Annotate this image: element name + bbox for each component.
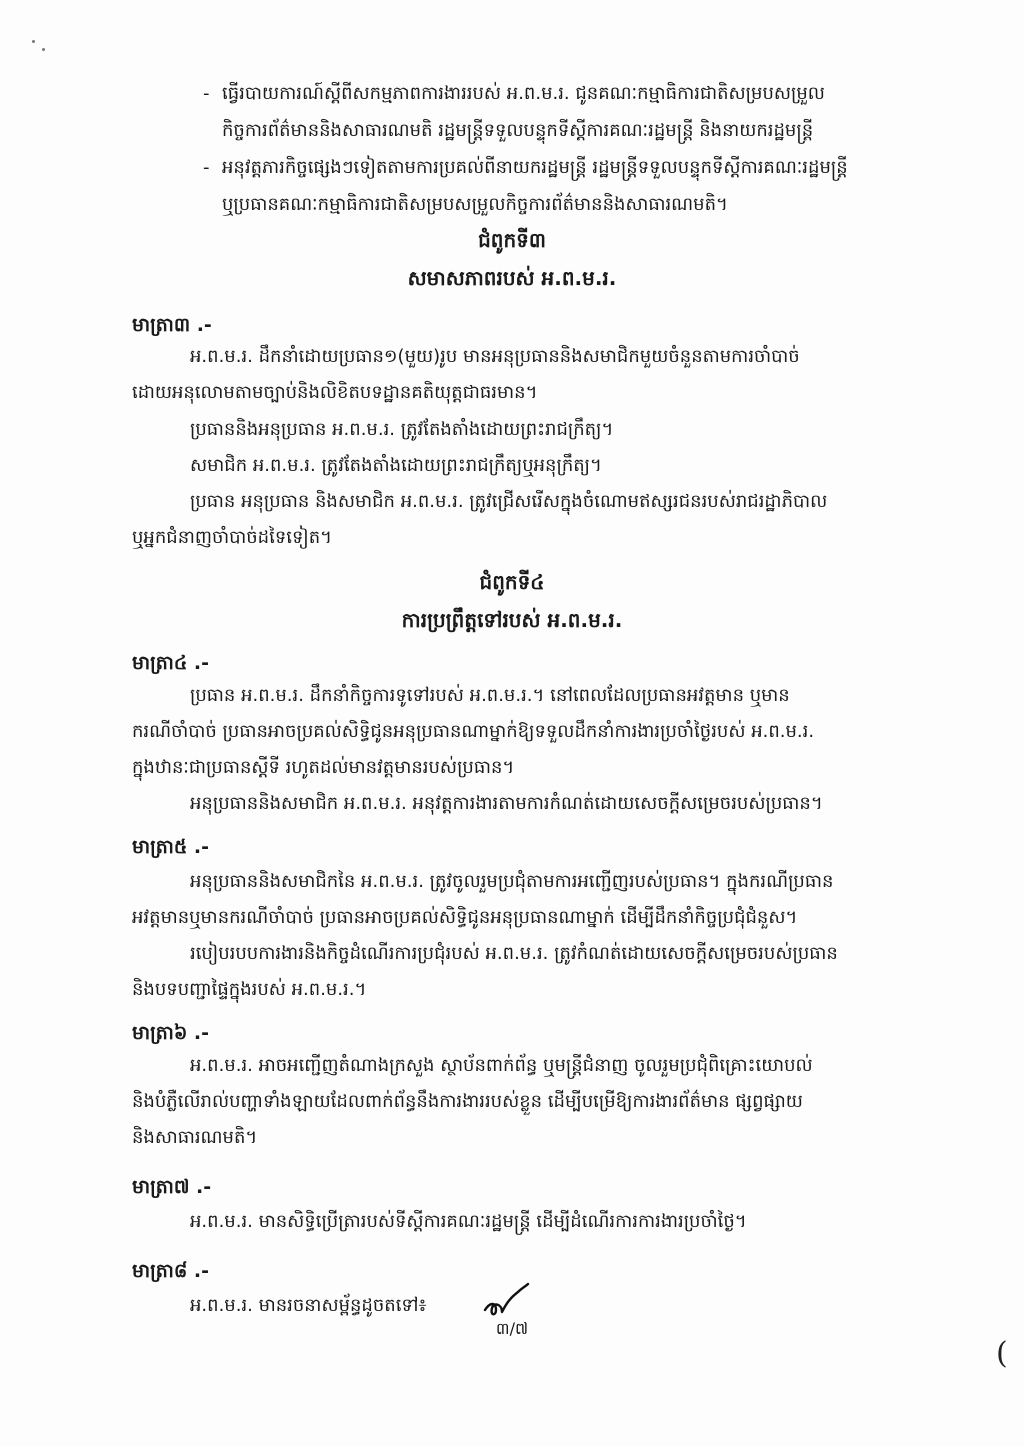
- bullet-marker: -: [203, 83, 210, 104]
- article-8-label: មាត្រា៨ .-: [132, 1260, 210, 1282]
- article-4-paragraph-1-line-1: ប្រធាន អ.ព.ម.រ. ដឹកនាំកិច្ចការទូទៅរបស់ អ.ព.ម.រ.។ នៅពេលដែលប្រធានអវត្តមាន ឬមាន: [190, 685, 790, 706]
- article-3-paragraph-1-line-1: អ.ព.ម.រ. ដឹកនាំដោយប្រធាន១(មួយ)រូប មានអនុប្រធាននិងសមាជិកមួយចំនួនតាមការចាំបាច់: [190, 346, 800, 367]
- article-6-label: មាត្រា៦ .-: [132, 1022, 210, 1044]
- scan-specks: [30, 36, 50, 56]
- scan-speck: [32, 40, 35, 43]
- article-3-paragraph-4-line-1: ប្រធាន អនុប្រធាន និងសមាជិក អ.ព.ម.រ. ត្រូវជ្រើសរើសក្នុងចំណោមឥស្សរជនរបស់រាជរដ្ឋាភិបាល: [190, 491, 828, 512]
- article-5-paragraph-1-line-1: អនុប្រធាននិងសមាជិកនៃ អ.ព.ម.រ. ត្រូវចូលរួមប្រជុំតាមការអញ្ជើញរបស់ប្រធាន។ ក្នុងករណីប្រធាន: [190, 871, 834, 892]
- bullet-marker: -: [203, 157, 210, 178]
- article-7-label: មាត្រា៧ .-: [132, 1176, 212, 1198]
- article-6-paragraph-1-line-3: និងសាធារណមតិ។: [132, 1127, 258, 1148]
- article-3-paragraph-2: ប្រធាននិងអនុប្រធាន អ.ព.ម.រ. ត្រូវតែងតាំងដោយព្រះរាជក្រឹត្យ។: [190, 419, 614, 440]
- edge-mark: (: [996, 1336, 1008, 1371]
- scan-speck: [42, 48, 45, 51]
- article-5-paragraph-2-line-1: របៀបរបបការងារនិងកិច្ចដំណើរការប្រជុំរបស់ អ.ព.ម.រ. ត្រូវកំណត់ដោយសេចក្តីសម្រេចរបស់ប្រធាន: [190, 943, 838, 964]
- bullet-2-line-2: ឬប្រធានគណៈកម្មាធិការជាតិសម្របសម្រួលកិច្ចការព័ត៌មាននិងសាធារណមតិ។: [222, 194, 728, 215]
- article-4-paragraph-1-line-2: ករណីចាំបាច់ ប្រធានអាចប្រគល់សិទ្ធិជូនអនុប្រធានណាម្នាក់ឱ្យទទួលដឹកនាំការងារប្រចាំថ្ងៃរបស់ អ.ព.ម.រ.: [132, 721, 815, 742]
- article-5-label: មាត្រា៥ .-: [132, 836, 210, 858]
- article-3-paragraph-4-line-2: ឬអ្នកជំនាញចាំបាច់ដទៃទៀត។: [132, 527, 333, 548]
- article-6-paragraph-1-line-2: និងបំភ្លឺលើរាល់បញ្ហាទាំងឡាយដែលពាក់ព័ន្ធនឹងការងាររបស់ខ្លួន ដើម្បីបម្រើឱ្យការងារព័ត៌មាន ផ្សព្វផ្សាយ: [132, 1091, 803, 1112]
- article-3-paragraph-1-line-2: ដោយអនុលោមតាមច្បាប់និងលិខិតបទដ្ឋានគតិយុត្តជាធរមាន។: [132, 382, 538, 403]
- article-7-paragraph-1: អ.ព.ម.រ. មានសិទ្ធិប្រើត្រារបស់ទីស្តីការគណៈរដ្ឋមន្ត្រី ដើម្បីដំណើរការការងារប្រចាំថ្ងៃ។: [190, 1211, 747, 1232]
- chapter-3-title: សមាសភាពរបស់ អ.ព.ម.រ.: [407, 266, 617, 290]
- bullet-1-line-2: កិច្ចការព័ត៌មាននិងសាធារណមតិ រដ្ឋមន្ត្រីទទួលបន្ទុកទីស្តីការគណៈរដ្ឋមន្ត្រី និងនាយករដ្ឋមន្ត្រី: [222, 120, 814, 141]
- article-5-paragraph-2-line-2: និងបទបញ្ជាផ្ទៃក្នុងរបស់ អ.ព.ម.រ.។: [132, 979, 367, 1000]
- chapter-3-number: ជំពូកទី៣: [478, 228, 546, 252]
- bullet-1-line-1: ធ្វើរបាយការណ៍ស្តីពីសកម្មភាពការងាររបស់ អ.ព.ម.រ. ជូនគណៈកម្មាធិការជាតិសម្របសម្រួល: [222, 83, 825, 104]
- article-4-paragraph-1-line-3: ក្នុងឋានៈជាប្រធានស្តីទី រហូតដល់មានវត្តមានរបស់ប្រធាន។: [132, 757, 515, 778]
- article-3-paragraph-3: សមាជិក អ.ព.ម.រ. ត្រូវតែងតាំងដោយព្រះរាជក្រឹត្យឬអនុក្រឹត្យ។: [190, 455, 602, 476]
- handwritten-initial: [482, 1282, 530, 1322]
- bullet-2-line-1: អនុវត្តភារកិច្ចផ្សេងៗទៀតតាមការប្រគល់ពីនាយករដ្ឋមន្ត្រី រដ្ឋមន្ត្រីទទួលបន្ទុកទីស្តីការគណៈរដ្ឋមន្ត្រី: [222, 157, 848, 178]
- article-6-paragraph-1-line-1: អ.ព.ម.រ. អាចអញ្ជើញតំណាងក្រសួង ស្ថាប័នពាក់ព័ន្ធ ឬមន្ត្រីជំនាញ ចូលរួមប្រជុំពិគ្រោះយោបល់: [190, 1055, 813, 1076]
- chapter-4-title: ការប្រព្រឹត្តទៅរបស់ អ.ព.ម.រ.: [401, 608, 623, 632]
- article-4-paragraph-2: អនុប្រធាននិងសមាជិក អ.ព.ម.រ. អនុវត្តការងារតាមការកំណត់ដោយសេចក្តីសម្រេចរបស់ប្រធាន។: [190, 793, 823, 814]
- chapter-4-number: ជំពូកទី៤: [479, 570, 545, 594]
- article-8-paragraph-1: អ.ព.ម.រ. មានរចនាសម្ព័ន្ធដូចតទៅ៖: [190, 1295, 427, 1316]
- article-3-label: មាត្រា៣ .-: [132, 314, 212, 336]
- article-4-label: មាត្រា៤ .-: [132, 652, 210, 674]
- page-number: ៣/៧: [495, 1319, 529, 1338]
- article-5-paragraph-1-line-2: អវត្តមានឬមានករណីចាំបាច់ ប្រធានអាចប្រគល់សិទ្ធិជូនអនុប្រធានណាម្នាក់ ដើម្បីដឹកនាំកិច្ចប្រជុំជំនួស។: [132, 907, 798, 928]
